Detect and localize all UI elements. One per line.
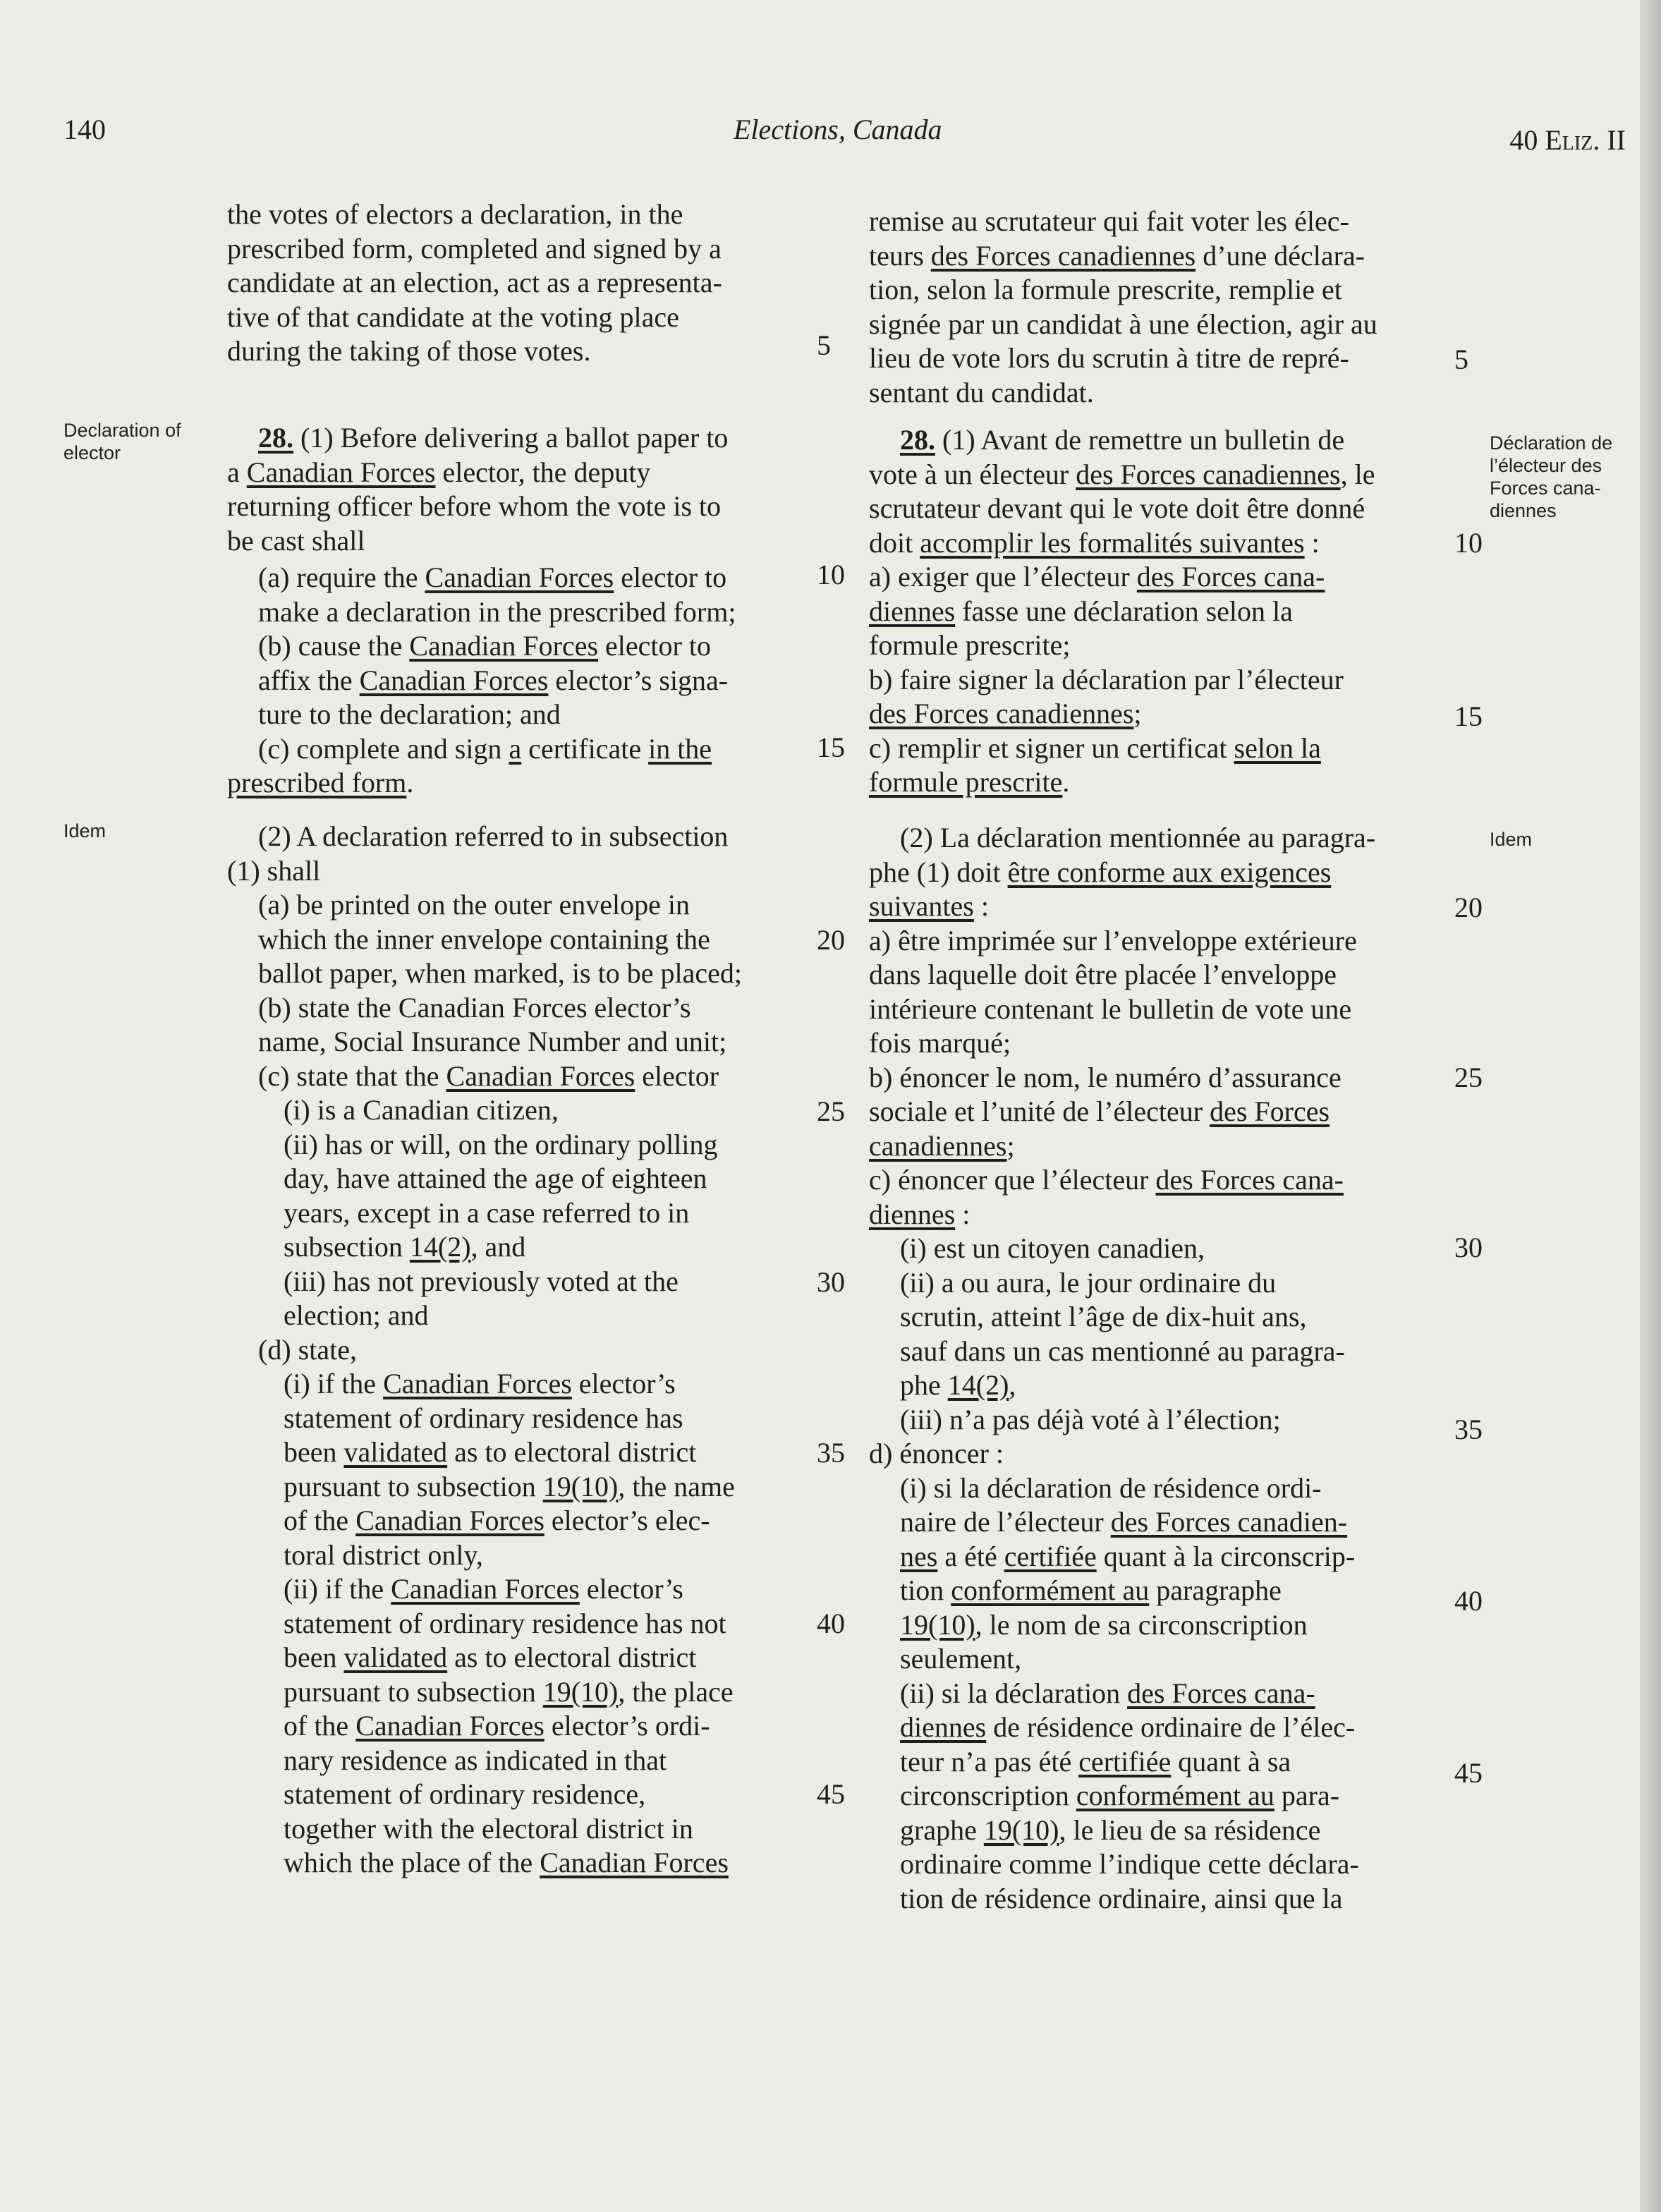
english-section-28-2 [227,820,813,1880]
line-number: 10 [817,559,845,590]
text-line: 28. (1) Before delivering a ballot paper to [258,422,729,454]
text-line: scrutateur devant qui le vote doit être donné [869,492,1365,524]
text-line: (i) if the Canadian Forces elector’s [284,1368,676,1399]
text-line: years, except in a case referred to in [284,1196,690,1229]
text-line: ordinaire comme l’indique cette déclara- [900,1848,1359,1880]
line-number: 30 [1454,1232,1483,1263]
line-number: 15 [1454,700,1483,732]
text-line: of the Canadian Forces elector’s ordi- [284,1710,710,1742]
line-number: 35 [1454,1414,1483,1445]
english-column [227,198,813,369]
text-line: formule prescrite. [869,766,1070,798]
text-line: c) remplir et signer un certificat selon la [869,731,1321,764]
text-line: tion, selon la formule prescrite, remplie et [869,274,1342,305]
text-line: ture to the declaration; and [258,698,561,730]
text-line: teurs des Forces canadiennes d’une déclara- [869,239,1365,272]
text-line: 19(10), le nom de sa circonscription [900,1608,1308,1641]
text-line: signée par un candidat à une élection, agir au [869,308,1377,340]
text-line: pursuant to subsection 19(10), the name [284,1470,735,1502]
line-number: 35 [817,1437,845,1469]
text-line: (ii) a ou aura, le jour ordinaire du [900,1266,1277,1299]
text-line: (ii) has or will, on the ordinary polling [284,1128,718,1160]
text-line: formule prescrite; [869,629,1071,661]
margin-note-declaration-fr: Déclaration de l’électeur des Forces cana- diennes [1490,432,1613,521]
text-line: sauf dans un cas mentionné au paragra- [900,1335,1345,1367]
text-line: (ii) if the Canadian Forces elector’s [284,1573,683,1605]
running-title: Elections, Canada [734,114,942,145]
text-line: a) être imprimée sur l’enveloppe extérieure [869,924,1357,956]
text-line: prescribed form, completed and signed by a [227,232,722,265]
text-line: toral district only, [284,1538,483,1571]
text-line: (2) La déclaration mentionnée au paragra- [900,822,1376,853]
text-line: (d) state, [258,1333,357,1366]
text-line: statement of ordinary residence has not [284,1607,726,1639]
text-line: diennes fasse une déclaration selon la [869,595,1293,627]
text-line: lieu de vote lors du scrutin à titre de repré- [869,342,1349,374]
line-number: 45 [817,1778,845,1810]
page-edge-shadow [1640,0,1661,2212]
text-line: returning officer before whom the vote is to [227,490,722,522]
text-line: (iii) has not previously voted at the [284,1265,679,1297]
text-line: of the Canadian Forces elector’s elec- [284,1505,710,1536]
french-column [869,205,1449,410]
text-line: tive of that candidate at the voting place [227,300,679,333]
text-line: circonscription conformément au para- [900,1780,1340,1811]
text-line: (i) si la déclaration de résidence ordi- [900,1471,1322,1504]
line-number: 45 [1454,1757,1483,1789]
text-line: together with the electoral district in [284,1812,693,1845]
text-line: intérieure contenant le bulletin de vote une [869,992,1352,1025]
line-number: 5 [1454,344,1468,375]
text-line: naire de l’électeur des Forces canadien- [900,1506,1348,1538]
text-line: prescribed form. [227,767,414,798]
text-line: day, have attained the age of eighteen [284,1162,707,1194]
text-line: pursuant to subsection 19(10), the place [284,1675,734,1708]
line-number: 40 [817,1608,845,1639]
french-section-28-1 [869,423,1449,800]
section-number: 28. [258,422,293,454]
text-line: name, Social Insurance Number and unit; [258,1026,727,1057]
text-line: d) énoncer : [869,1438,1004,1469]
text-line: phe 14(2), [900,1369,1016,1401]
text-line: fois marqué; [869,1027,1011,1059]
text-line: (2) A declaration referred to in subsection [258,820,729,852]
text-line: suivantes : [869,890,989,922]
text-line: a Canadian Forces elector, the deputy [227,456,651,488]
text-line: (iii) n’a pas déjà voté à l’élection; [900,1403,1281,1435]
text-line: (c) state that the Canadian Forces elector [258,1059,719,1092]
line-number: 20 [817,924,845,956]
line-number: 10 [1454,527,1483,559]
text-line: nes a été certifiée quant à la circonscrip- [900,1540,1356,1572]
text-line: tion de résidence ordinaire, ainsi que la [900,1882,1343,1914]
line-number: 30 [817,1266,845,1298]
line-number: 25 [1454,1062,1483,1093]
line-number: 40 [1454,1585,1483,1617]
text-line: (a) be printed on the outer envelope in [258,889,690,920]
text-line: nary residence as indicated in that [284,1744,667,1776]
text-line: 28. (1) Avant de remettre un bulletin de [900,424,1345,456]
text-line: (b) state the Canadian Forces elector’s [258,991,691,1023]
margin-note-idem-fr: Idem [1490,829,1533,850]
text-line: phe (1) doit être conforme aux exigences [869,856,1332,888]
margin-note-declaration-en: Declaration of elector [63,420,181,463]
text-line: tion conformément au paragraphe [900,1574,1282,1606]
text-line: vote à un électeur des Forces canadiennes, le [869,458,1375,490]
text-line: the votes of electors a declaration, in the [227,198,683,230]
text-line: seulement, [900,1643,1022,1675]
text-line: which the place of the Canadian Forces [284,1847,729,1878]
text-line: doit accomplir les formalités suivantes : [869,526,1320,559]
text-line: be cast shall [227,524,365,557]
text-line: ballot paper, when marked, is to be placed; [258,957,742,989]
english-section-28-1 [227,421,813,801]
text-line: diennes : [869,1198,971,1230]
text-line: election; and [284,1299,429,1331]
line-number: 20 [1454,892,1483,923]
text-line: which the inner envelope containing the [258,923,710,955]
text-line: (i) is a Canadian citizen, [284,1094,559,1126]
regnal-year: 40 Eliz. II [1509,124,1626,156]
text-line: candidate at an election, act as a representa- [227,267,722,298]
text-line: subsection 14(2), and [284,1231,526,1263]
text-line: make a declaration in the prescribed form; [258,595,736,628]
text-line: (i) est un citoyen canadien, [900,1232,1205,1264]
text-line: graphe 19(10), le lieu de sa résidence [900,1813,1321,1846]
line-number: 25 [817,1095,845,1127]
text-line: been validated as to electoral district [284,1641,697,1673]
text-line: during the taking of those votes. [227,335,591,367]
french-section-28-2 [869,821,1449,1916]
text-line: c) énoncer que l’électeur des Forces cana- [869,1164,1344,1196]
text-line: des Forces canadiennes; [869,698,1142,729]
text-line: b) faire signer la déclaration par l’électeur [869,663,1344,695]
text-line: a) exiger que l’électeur des Forces cana- [869,561,1325,592]
line-number: 5 [817,329,831,361]
text-line: affix the Canadian Forces elector’s signa- [258,664,729,696]
text-line: (c) complete and sign a certificate in the [258,732,712,765]
text-line: teur n’a pas été certifiée quant à sa [900,1745,1291,1778]
text-line: dans laquelle doit être placée l’enveloppe [869,959,1337,990]
text-line: canadiennes; [869,1129,1015,1162]
text-line: (b) cause the Canadian Forces elector to [258,630,711,662]
section-number: 28. [900,424,935,456]
line-number: 15 [817,731,845,763]
text-line: been validated as to electoral district [284,1436,697,1468]
margin-note-idem-en: Idem [63,820,107,841]
text-line: scrutin, atteint l’âge de dix-huit ans, [900,1301,1307,1332]
page-number: 140 [63,114,106,145]
text-line: (1) shall [227,854,321,887]
text-line: (a) require the Canadian Forces elector to [258,561,727,593]
text-line: b) énoncer le nom, le numéro d’assurance [869,1061,1341,1093]
text-line: remise au scrutateur qui fait voter les élec- [869,205,1349,237]
text-line: sociale et l’unité de l’électeur des Forces [869,1095,1330,1127]
text-line: diennes de résidence ordinaire de l’élec- [900,1711,1356,1743]
text-line: sentant du candidat. [869,376,1094,408]
text-line: statement of ordinary residence, [284,1778,646,1810]
text-line: statement of ordinary residence has [284,1402,683,1434]
text-line: (ii) si la déclaration des Forces cana- [900,1677,1315,1709]
